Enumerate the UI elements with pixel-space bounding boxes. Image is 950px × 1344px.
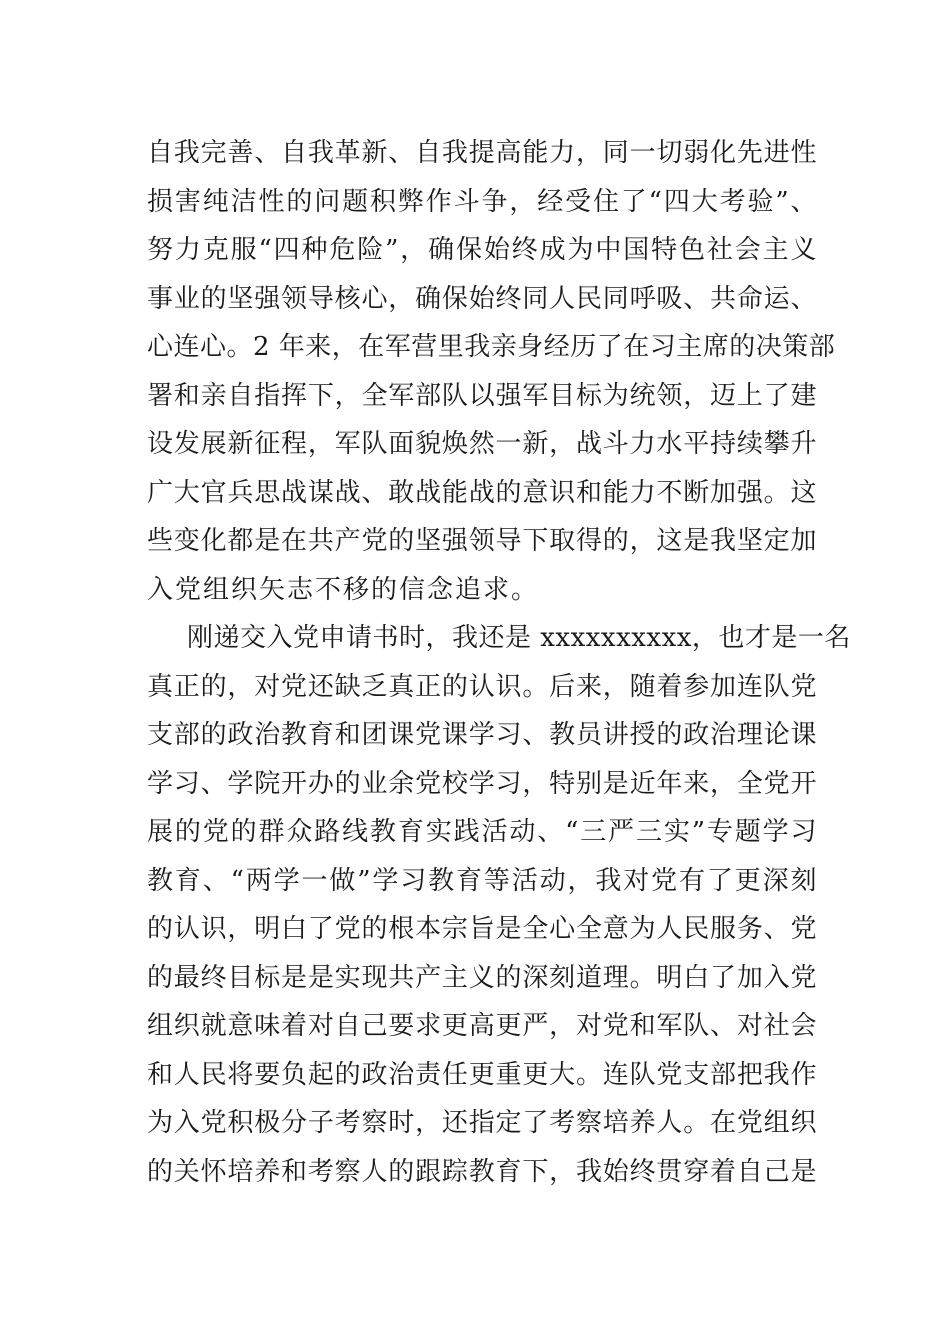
paragraph-2 [147, 614, 851, 1196]
text-line: 的认识，明白了党的根本宗旨是全心全意为人民服务、党 [147, 914, 817, 944]
paragraph-1 [147, 129, 836, 614]
text-line: 损害纯洁性的问题积弊作斗争，经受住了“四大考验”、 [147, 186, 817, 217]
text-line: 展的党的群众路线教育实践活动、“三严三实”专题学习 [147, 817, 817, 847]
text-line: 设发展新征程，军队面貌焕然一新，战斗力水平持续攀升 [147, 429, 817, 459]
text-line: 真正的，对党还缺乏真正的认识。后来，随着参加连队党 [147, 671, 817, 702]
text-line: 事业的坚强领导核心，确保始终同人民同呼吸、共命运、 [147, 283, 817, 314]
text-line: 心连心。2 年来，在军营里我亲身经历了在习主席的决策部 [147, 332, 836, 362]
text-line: 的关怀培养和考察人的跟踪教育下，我始终贯穿着自己是 [147, 1156, 817, 1187]
text-line: 自我完善、自我革新、自我提高能力，同一切弱化先进性 [147, 138, 817, 168]
text-line: 努力克服“四种危险”，确保始终成为中国特色社会主义 [147, 235, 817, 265]
text-line: 和人民将要负起的政治责任更重更大。连队党支部把我作 [147, 1059, 817, 1090]
text-line: 些变化都是在共产党的坚强领导下取得的，这是我坚定加 [147, 526, 817, 556]
document-body [147, 129, 851, 1196]
text-line: 组织就意味着对自己要求更高更严，对党和军队、对社会 [147, 1011, 817, 1041]
text-line: 教育、“两学一做”学习教育等活动，我对党有了更深刻 [147, 865, 817, 896]
text-line: 为入党积极分子考察时，还指定了考察培养人。在党组织 [147, 1108, 817, 1138]
text-line: 署和亲自指挥下，全军部队以强军目标为统领，迈上了建 [147, 380, 817, 411]
text-line: 刚递交入党申请书时，我还是 xxxxxxxxxx，也才是一名 [187, 623, 851, 653]
text-line: 入党组织矢志不移的信念追求。 [147, 574, 540, 605]
text-line: 学习、学院开办的业余党校学习，特别是近年来，全党开 [147, 768, 817, 799]
text-line: 支部的政治教育和团课党课学习、教员讲授的政治理论课 [147, 720, 817, 750]
text-line: 广大官兵思战谋战、敢战能战的意识和能力不断加强。这 [147, 477, 817, 508]
text-line: 的最终目标是是实现共产主义的深刻道理。明白了加入党 [147, 962, 817, 993]
